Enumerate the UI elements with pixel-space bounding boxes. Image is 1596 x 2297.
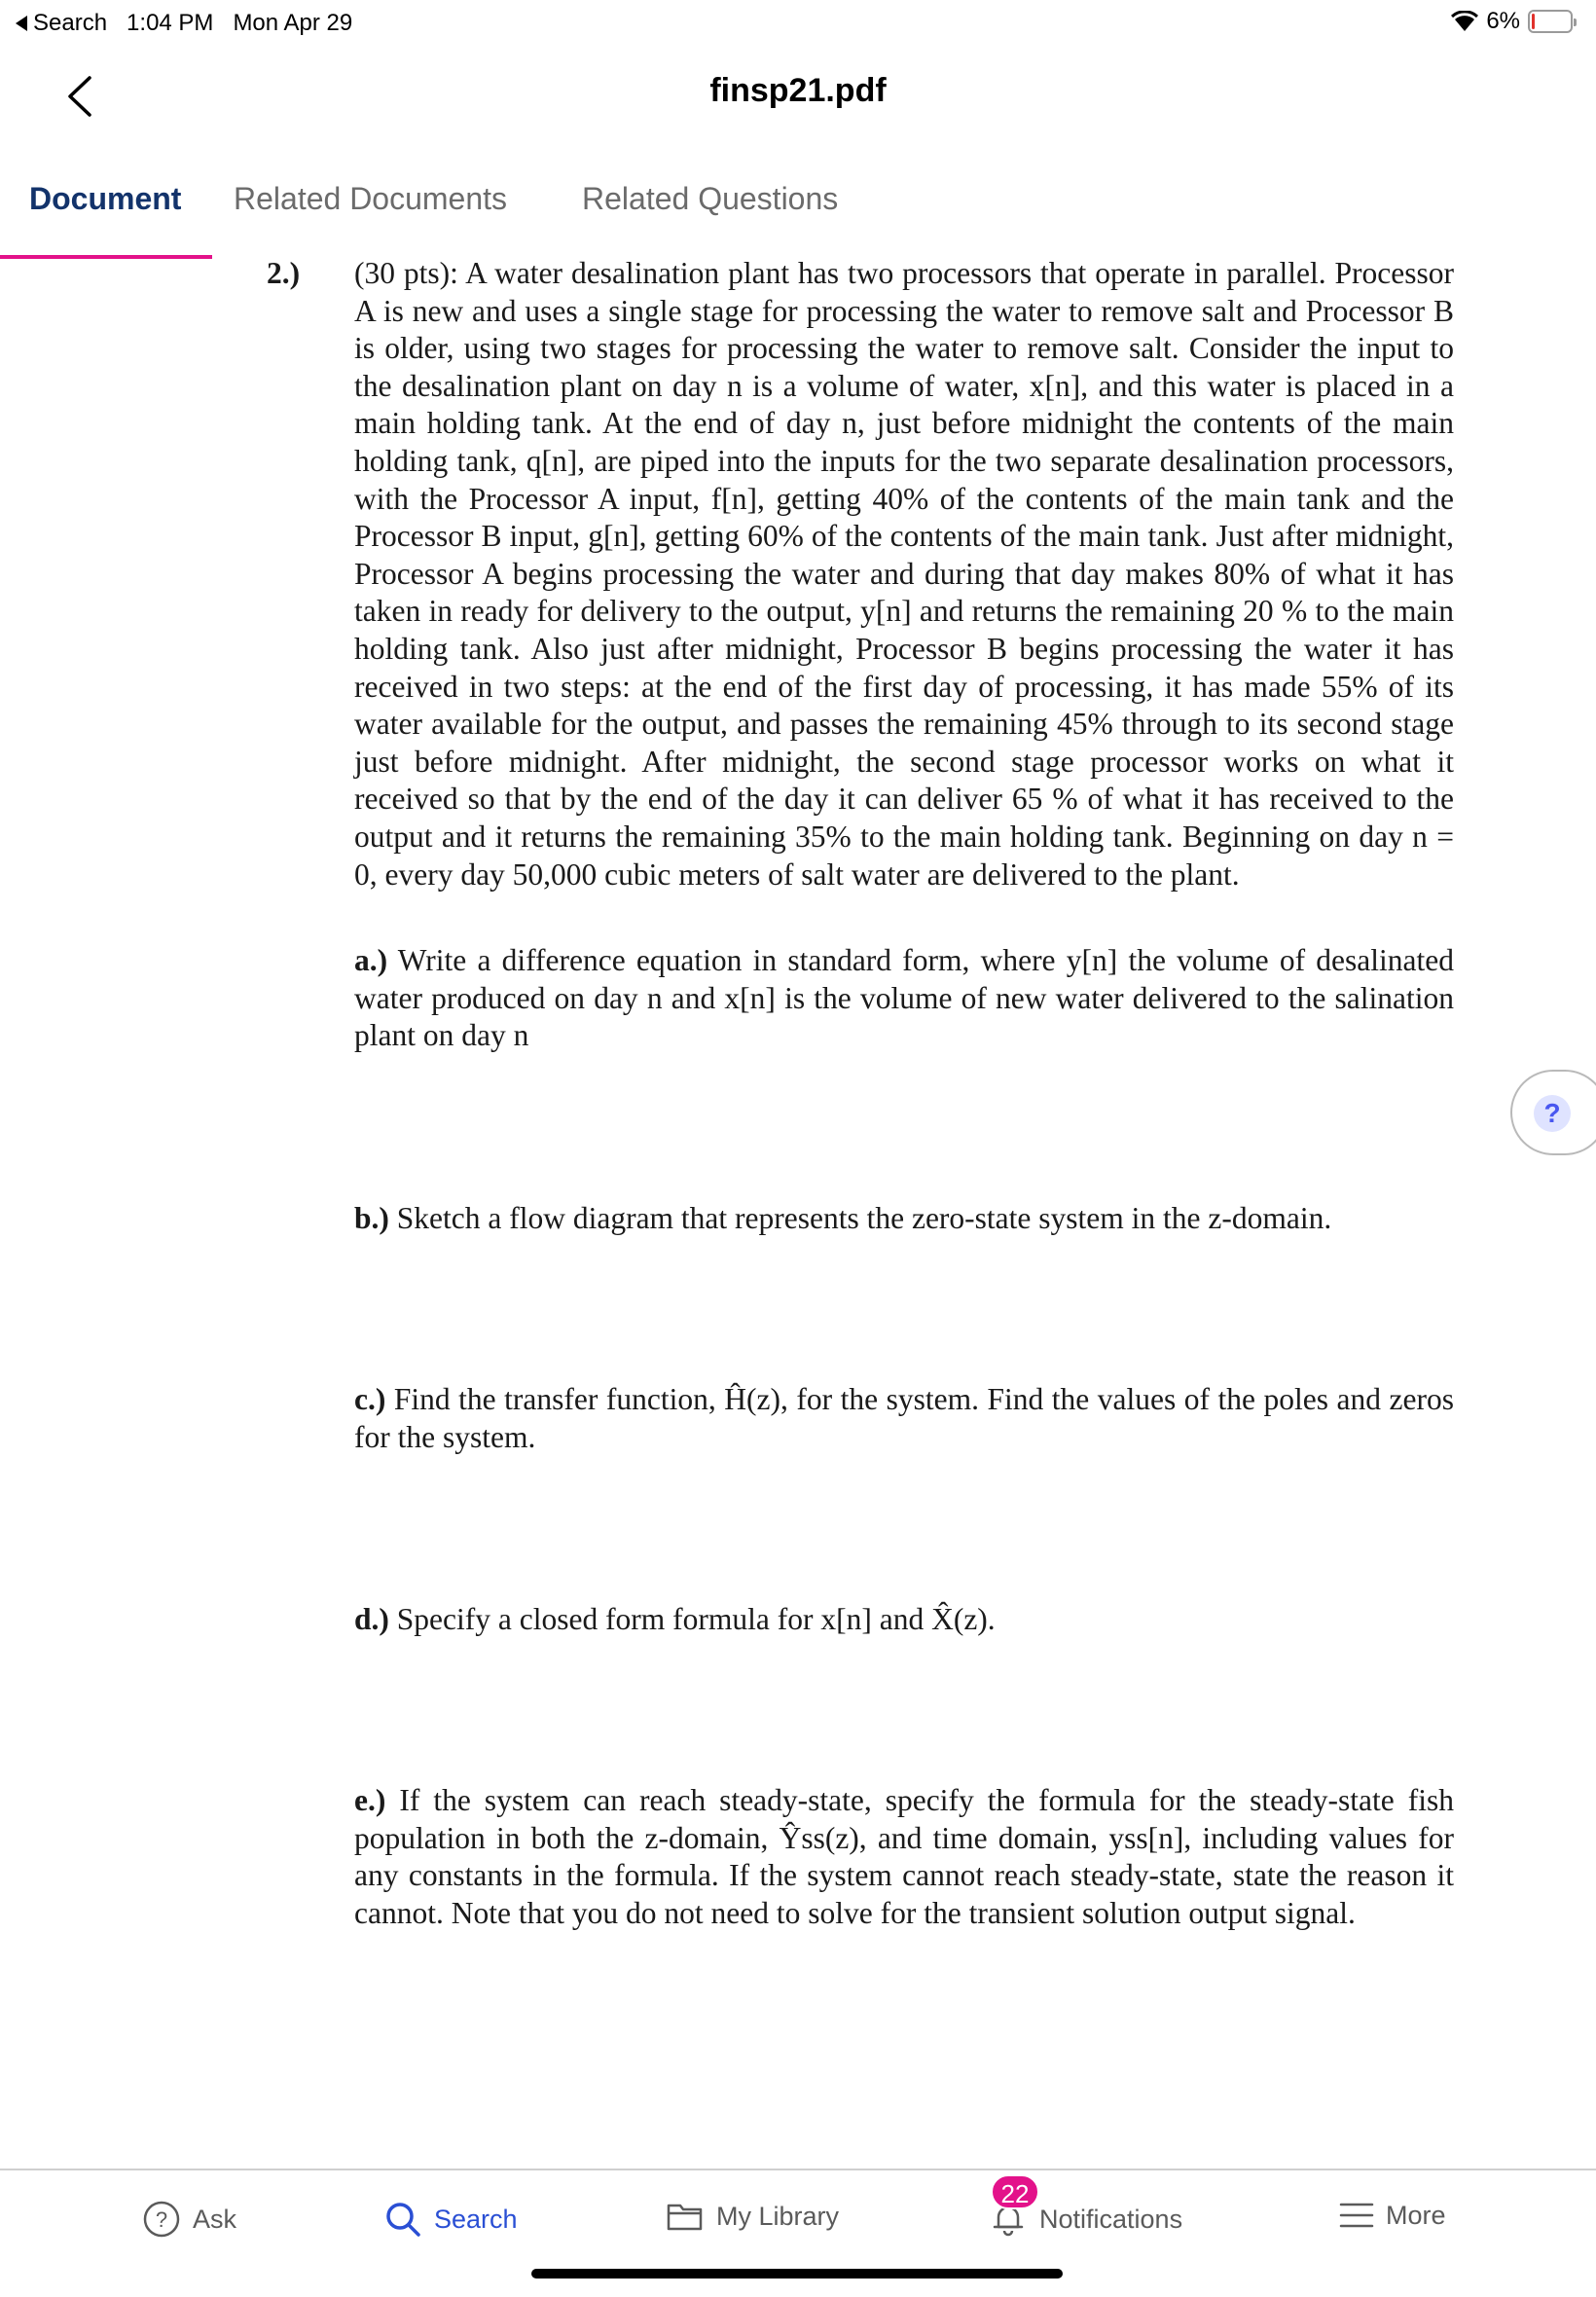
part-b-text: Sketch a flow diagram that represents the zero-state system in the z-domain.: [396, 1201, 1332, 1235]
battery-percent: 6%: [1486, 8, 1520, 34]
folder-icon: [666, 2200, 705, 2233]
nav-notifications-label: Notifications: [1039, 2204, 1183, 2234]
battery-icon: [1528, 10, 1573, 33]
tab-bar: [0, 175, 1596, 259]
search-icon: [383, 2200, 422, 2239]
part-d-label: d.): [354, 1602, 389, 1636]
home-indicator[interactable]: [531, 2269, 1063, 2279]
hamburger-icon: [1339, 2200, 1374, 2231]
nav-header: [0, 47, 1596, 144]
back-app-label: Search: [33, 10, 108, 36]
battery-fill: [1532, 14, 1535, 29]
nav-ask[interactable]: [142, 2200, 236, 2239]
part-c-label: c.): [354, 1382, 386, 1416]
part-e-label: e.): [354, 1783, 386, 1817]
part-e-text: If the system can reach steady-state, specify the formula for the steady-state fish population in both the z-domain, Ŷss(z), and time domain, yss[n], including values for any constants in the formula. If the system cannot reach steady-state, state the reason it cannot. Note that you do not need to solve for the transient solution output signal.: [354, 1783, 1455, 1930]
nav-more-label: More: [1386, 2200, 1446, 2230]
pdf-document-view[interactable]: [0, 255, 1596, 2163]
nav-search-label: Search: [434, 2204, 518, 2234]
help-button[interactable]: [1510, 1070, 1596, 1155]
status-time: 1:04 PM: [127, 10, 214, 36]
part-b-label: b.): [354, 1201, 389, 1235]
part-a: [354, 942, 1454, 1055]
nav-my-library[interactable]: [666, 2200, 839, 2233]
part-a-text: Write a difference equation in standard form, where y[n] the volume of desalinated water produced on day n and x[n] is the volume of new water delivered to the salination plant on day n: [354, 943, 1454, 1053]
document-title: finsp21.pdf: [709, 72, 887, 109]
part-d: [354, 1601, 1454, 1639]
part-b: [354, 1200, 1454, 1238]
back-to-app-link[interactable]: [16, 10, 107, 37]
tab-related-questions[interactable]: Related Questions: [582, 181, 839, 216]
wifi-icon: [1451, 11, 1478, 32]
nav-ask-label: Ask: [193, 2204, 237, 2234]
back-triangle-icon: [16, 16, 27, 31]
nav-search[interactable]: [383, 2200, 518, 2239]
part-d-text: Specify a closed form formula for x[n] and X̂(z).: [396, 1602, 996, 1636]
notifications-badge: 22: [991, 2174, 1039, 2209]
question-number: 2.): [267, 256, 301, 290]
part-c-text: Find the transfer function, Ĥ(z), for the system. Find the values of the poles and zeros for the system.: [354, 1382, 1455, 1454]
help-question-icon: ?: [1534, 1095, 1571, 1132]
svg-text:?: ?: [155, 2207, 168, 2232]
question-circle-icon: [142, 2200, 181, 2239]
part-e: [354, 1782, 1454, 1932]
nav-my-library-label: My Library: [716, 2201, 840, 2231]
part-a-label: a.): [354, 943, 388, 977]
tab-related-documents[interactable]: Related Documents: [234, 181, 508, 216]
nav-more[interactable]: [1339, 2200, 1446, 2231]
status-date: Mon Apr 29: [233, 10, 353, 36]
tab-document[interactable]: Document: [29, 181, 182, 216]
status-bar: [0, 0, 1596, 47]
question-body: (30 pts): A water desalination plant has two processors that operate in parallel. Processor A is new and uses a single stage for processing the water to remove salt and Processor B is older, using two stages for processing the water to remove salt. Consider the input to the desalination plant on day n is a volume of water, x[n], and this water is placed in a main holding tank. At the end of day n, just before midnight the contents of the main holding tank, q[n], are piped into the inputs for the two separate desalination processors, with the Processor A input, f[n], getting 40% of the contents of the main tank and the Processor B input, g[n], getting 60% of the contents of the main tank. Just after midnight, Processor A begins processing the water and during that day makes 80% of what it has taken in ready for delivery to the output, y[n] and returns the remaining 20 % to the main holding tank. Also just after midnight, Processor B begins processing the water it has received in two steps: at the end of the first day of processing, it has made 55% of its water available for the output, and passes the remaining 45% through to its second stage just before midnight. After midnight, the second stage processor works on what it received so that by the end of the day it can deliver 65 % of what it has received to the output and it returns the remaining 35% to the main holding tank. Beginning on day n = 0, every day 50,000 cubic meters of salt water are delivered to the plant.: [354, 256, 1454, 892]
part-c: [354, 1381, 1454, 1456]
